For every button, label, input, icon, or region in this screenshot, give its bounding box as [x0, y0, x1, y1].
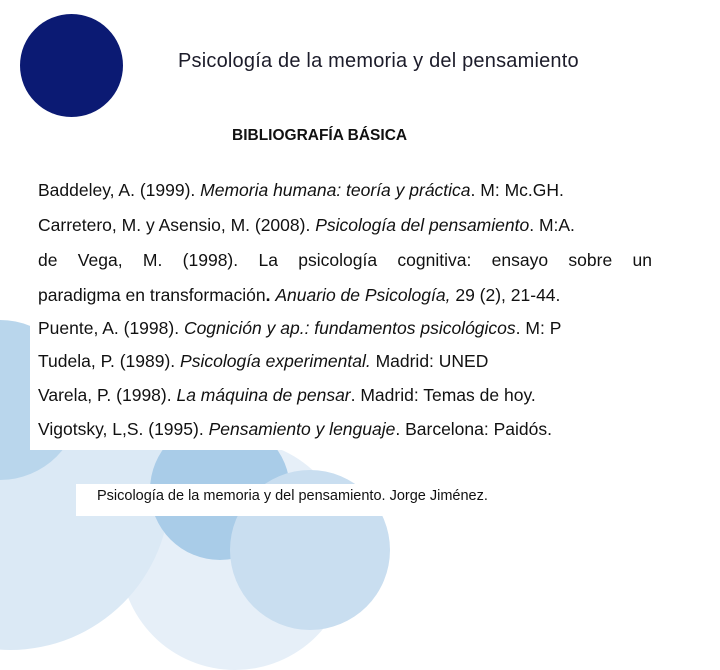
reference-baddeley: Baddeley, A. (1999). Memoria humana: teoría y práctica. M: Mc.GH. — [38, 180, 564, 200]
reference-title: La máquina de pensar — [176, 385, 351, 405]
reference-title: Pensamiento y lenguaje — [208, 419, 396, 439]
reference-title: Psicología del pensamiento — [315, 215, 530, 235]
reference-devega-line1: de Vega, M. (1998). La psicología cognitiva: ensayo sobre un — [38, 250, 652, 270]
reference-devega-line2: paradigma en transformación. Anuario de Psicología, 29 (2), 21-44. — [38, 285, 561, 305]
reference-title: Cognición y ap.: fundamentos psicológicos — [183, 318, 516, 338]
logo-circle — [20, 14, 123, 117]
slide-title: Psicología de la memoria y del pensamiento — [178, 50, 579, 72]
reference-puente: Puente, A. (1998). Cognición y ap.: fundamentos psicológicos. M: P — [38, 318, 562, 338]
reference-title: Anuario de Psicología, — [275, 285, 451, 305]
reference-varela: Varela, P. (1998). La máquina de pensar. Madrid: Temas de hoy. — [38, 385, 536, 405]
reference-title: Memoria humana: teoría y práctica — [200, 180, 471, 200]
reference-carretero: Carretero, M. y Asensio, M. (2008). Psicología del pensamiento. M:A. — [38, 215, 575, 235]
reference-vigotsky: Vigotsky, L,S. (1995). Pensamiento y lenguaje. Barcelona: Paidós. — [38, 419, 552, 439]
reference-title: Psicología experimental. — [180, 351, 371, 371]
section-heading: BIBLIOGRAFÍA BÁSICA — [232, 127, 408, 144]
footer-text: Psicología de la memoria y del pensamiento. Jorge Jiménez. — [97, 488, 488, 504]
reference-tudela: Tudela, P. (1989). Psicología experimental. Madrid: UNED — [38, 351, 489, 371]
